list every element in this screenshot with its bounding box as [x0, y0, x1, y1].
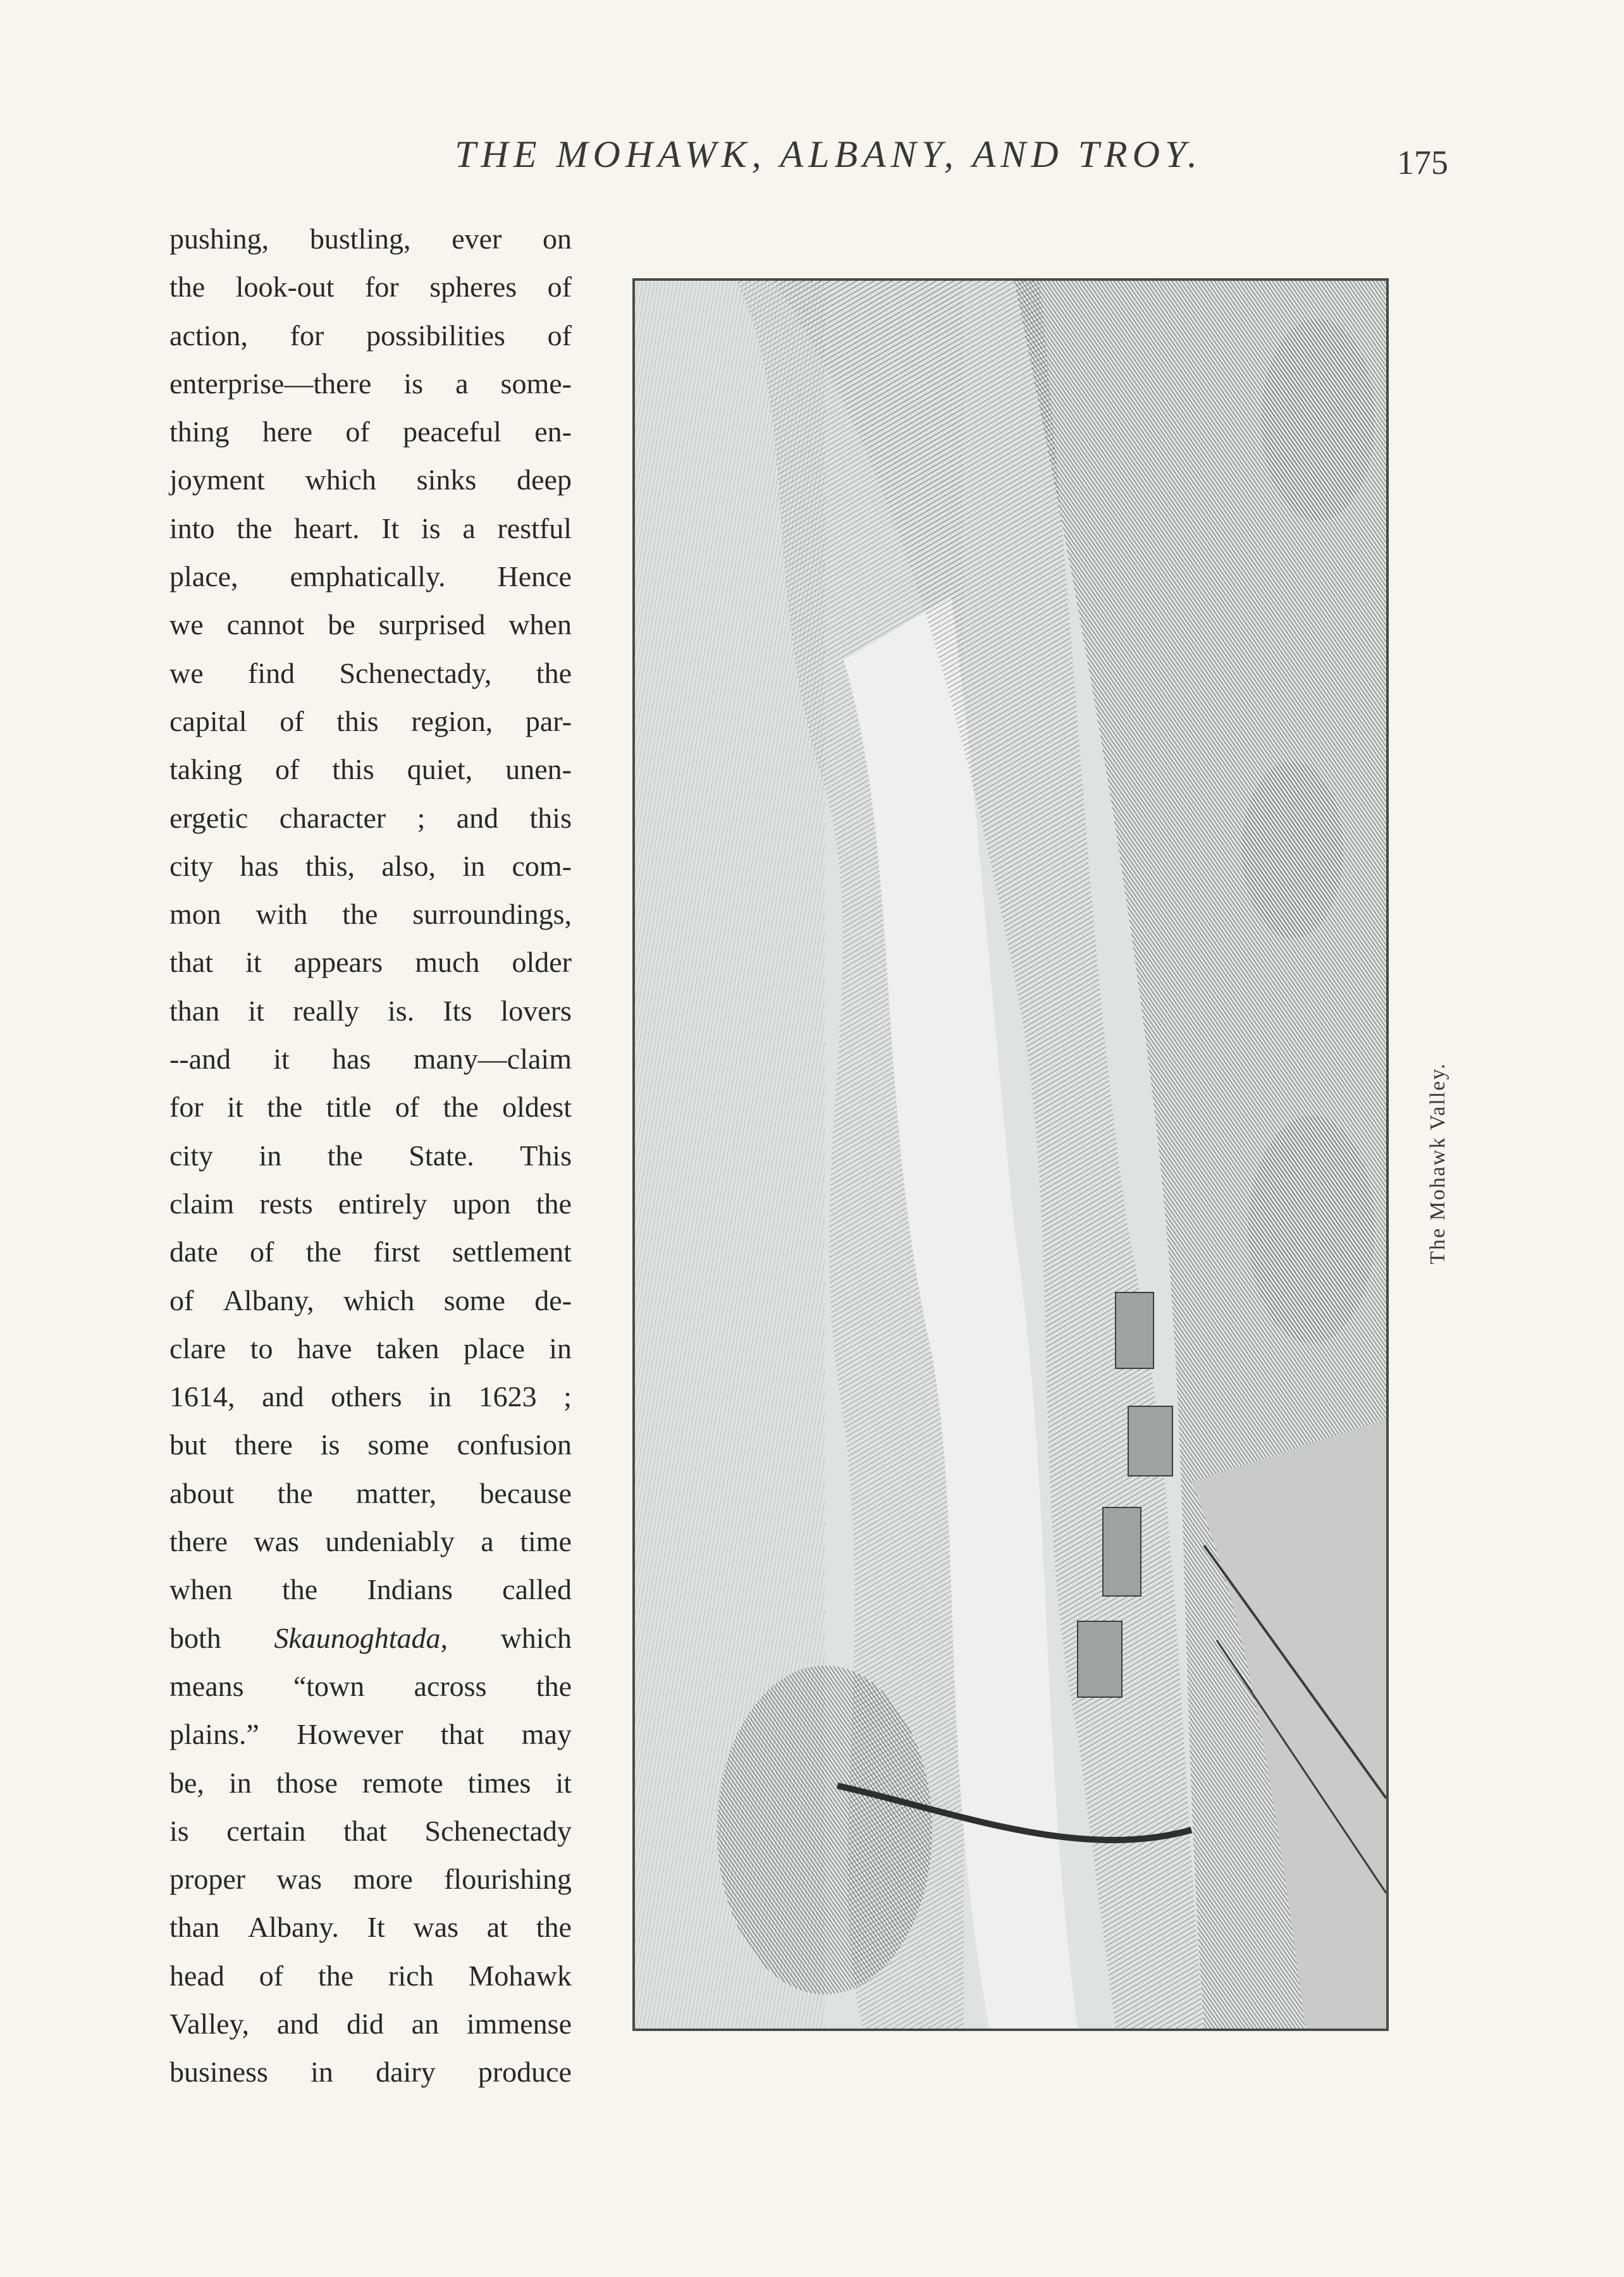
- text-line: but there is some confusion: [169, 1428, 572, 1461]
- text-line: claim rests entirely upon the: [169, 1187, 572, 1220]
- text-line: for it the title of the oldest: [169, 1091, 572, 1124]
- text-line: business in dairy produce: [169, 2056, 572, 2089]
- text-line: the look-out for spheres of: [169, 271, 572, 304]
- text-line: about the matter, because: [169, 1476, 572, 1509]
- text-line: than it really is. Its lovers: [169, 994, 572, 1027]
- text-line: proper was more flourishing: [169, 1863, 572, 1896]
- text-line: ergetic character ; and this: [169, 801, 572, 834]
- body-text-column: [169, 215, 572, 2097]
- text-line: action, for possibilities of: [169, 319, 572, 352]
- text-line: when the Indians called: [169, 1573, 572, 1606]
- text-line: there was undeniably a time: [169, 1525, 572, 1558]
- text-line: --and it has many—claim: [169, 1043, 572, 1076]
- text-line: means “town across the: [169, 1669, 572, 1702]
- text-line: city has this, also, in com-: [169, 849, 572, 882]
- text-line: taking of this quiet, unen-: [169, 753, 572, 786]
- text-line: capital of this region, par-: [169, 704, 572, 737]
- page-number: 175: [1397, 144, 1448, 181]
- text-line: joyment which sinks deep: [169, 463, 572, 496]
- text-line: into the heart. It is a restful: [169, 512, 572, 544]
- text-line: we cannot be surprised when: [169, 608, 572, 641]
- text-line: city in the State. This: [169, 1139, 572, 1172]
- text-line: thing here of peaceful en-: [169, 415, 572, 448]
- text-line: both Skaunoghtada, which: [169, 1621, 572, 1654]
- text-line: of Albany, which some de-: [169, 1284, 572, 1316]
- text-line: head of the rich Mohawk: [169, 1959, 572, 1992]
- text-line: Valley, and did an immense: [169, 2007, 572, 2040]
- text-line: place, emphatically. Hence: [169, 560, 572, 593]
- text-line: date of the first settlement: [169, 1236, 572, 1268]
- engraving-plate: [632, 278, 1389, 2031]
- text-line: that it appears much older: [169, 946, 572, 979]
- caption-text: The Mohawk Valley.: [1426, 1062, 1449, 1265]
- text-line: mon with the surroundings,: [169, 898, 572, 931]
- text-line: enterprise—there is a some-: [169, 367, 572, 400]
- text-line: clare to have taken place in: [169, 1332, 572, 1365]
- text-line: than Albany. It was at the: [169, 1911, 572, 1944]
- text-line: we find Schenectady, the: [169, 656, 572, 689]
- text-line: plains.” However that may: [169, 1718, 572, 1751]
- mohawk-valley-engraving: [635, 281, 1386, 2028]
- text-line: pushing, bustling, ever on: [169, 223, 572, 255]
- text-line: is certain that Schenectady: [169, 1814, 572, 1847]
- running-title: THE MOHAWK, ALBANY, AND TROY.: [455, 133, 1202, 175]
- illustration-caption: [1419, 1050, 1457, 1277]
- text-line: be, in those remote times it: [169, 1766, 572, 1799]
- text-line: 1614, and others in 1623 ;: [169, 1380, 572, 1413]
